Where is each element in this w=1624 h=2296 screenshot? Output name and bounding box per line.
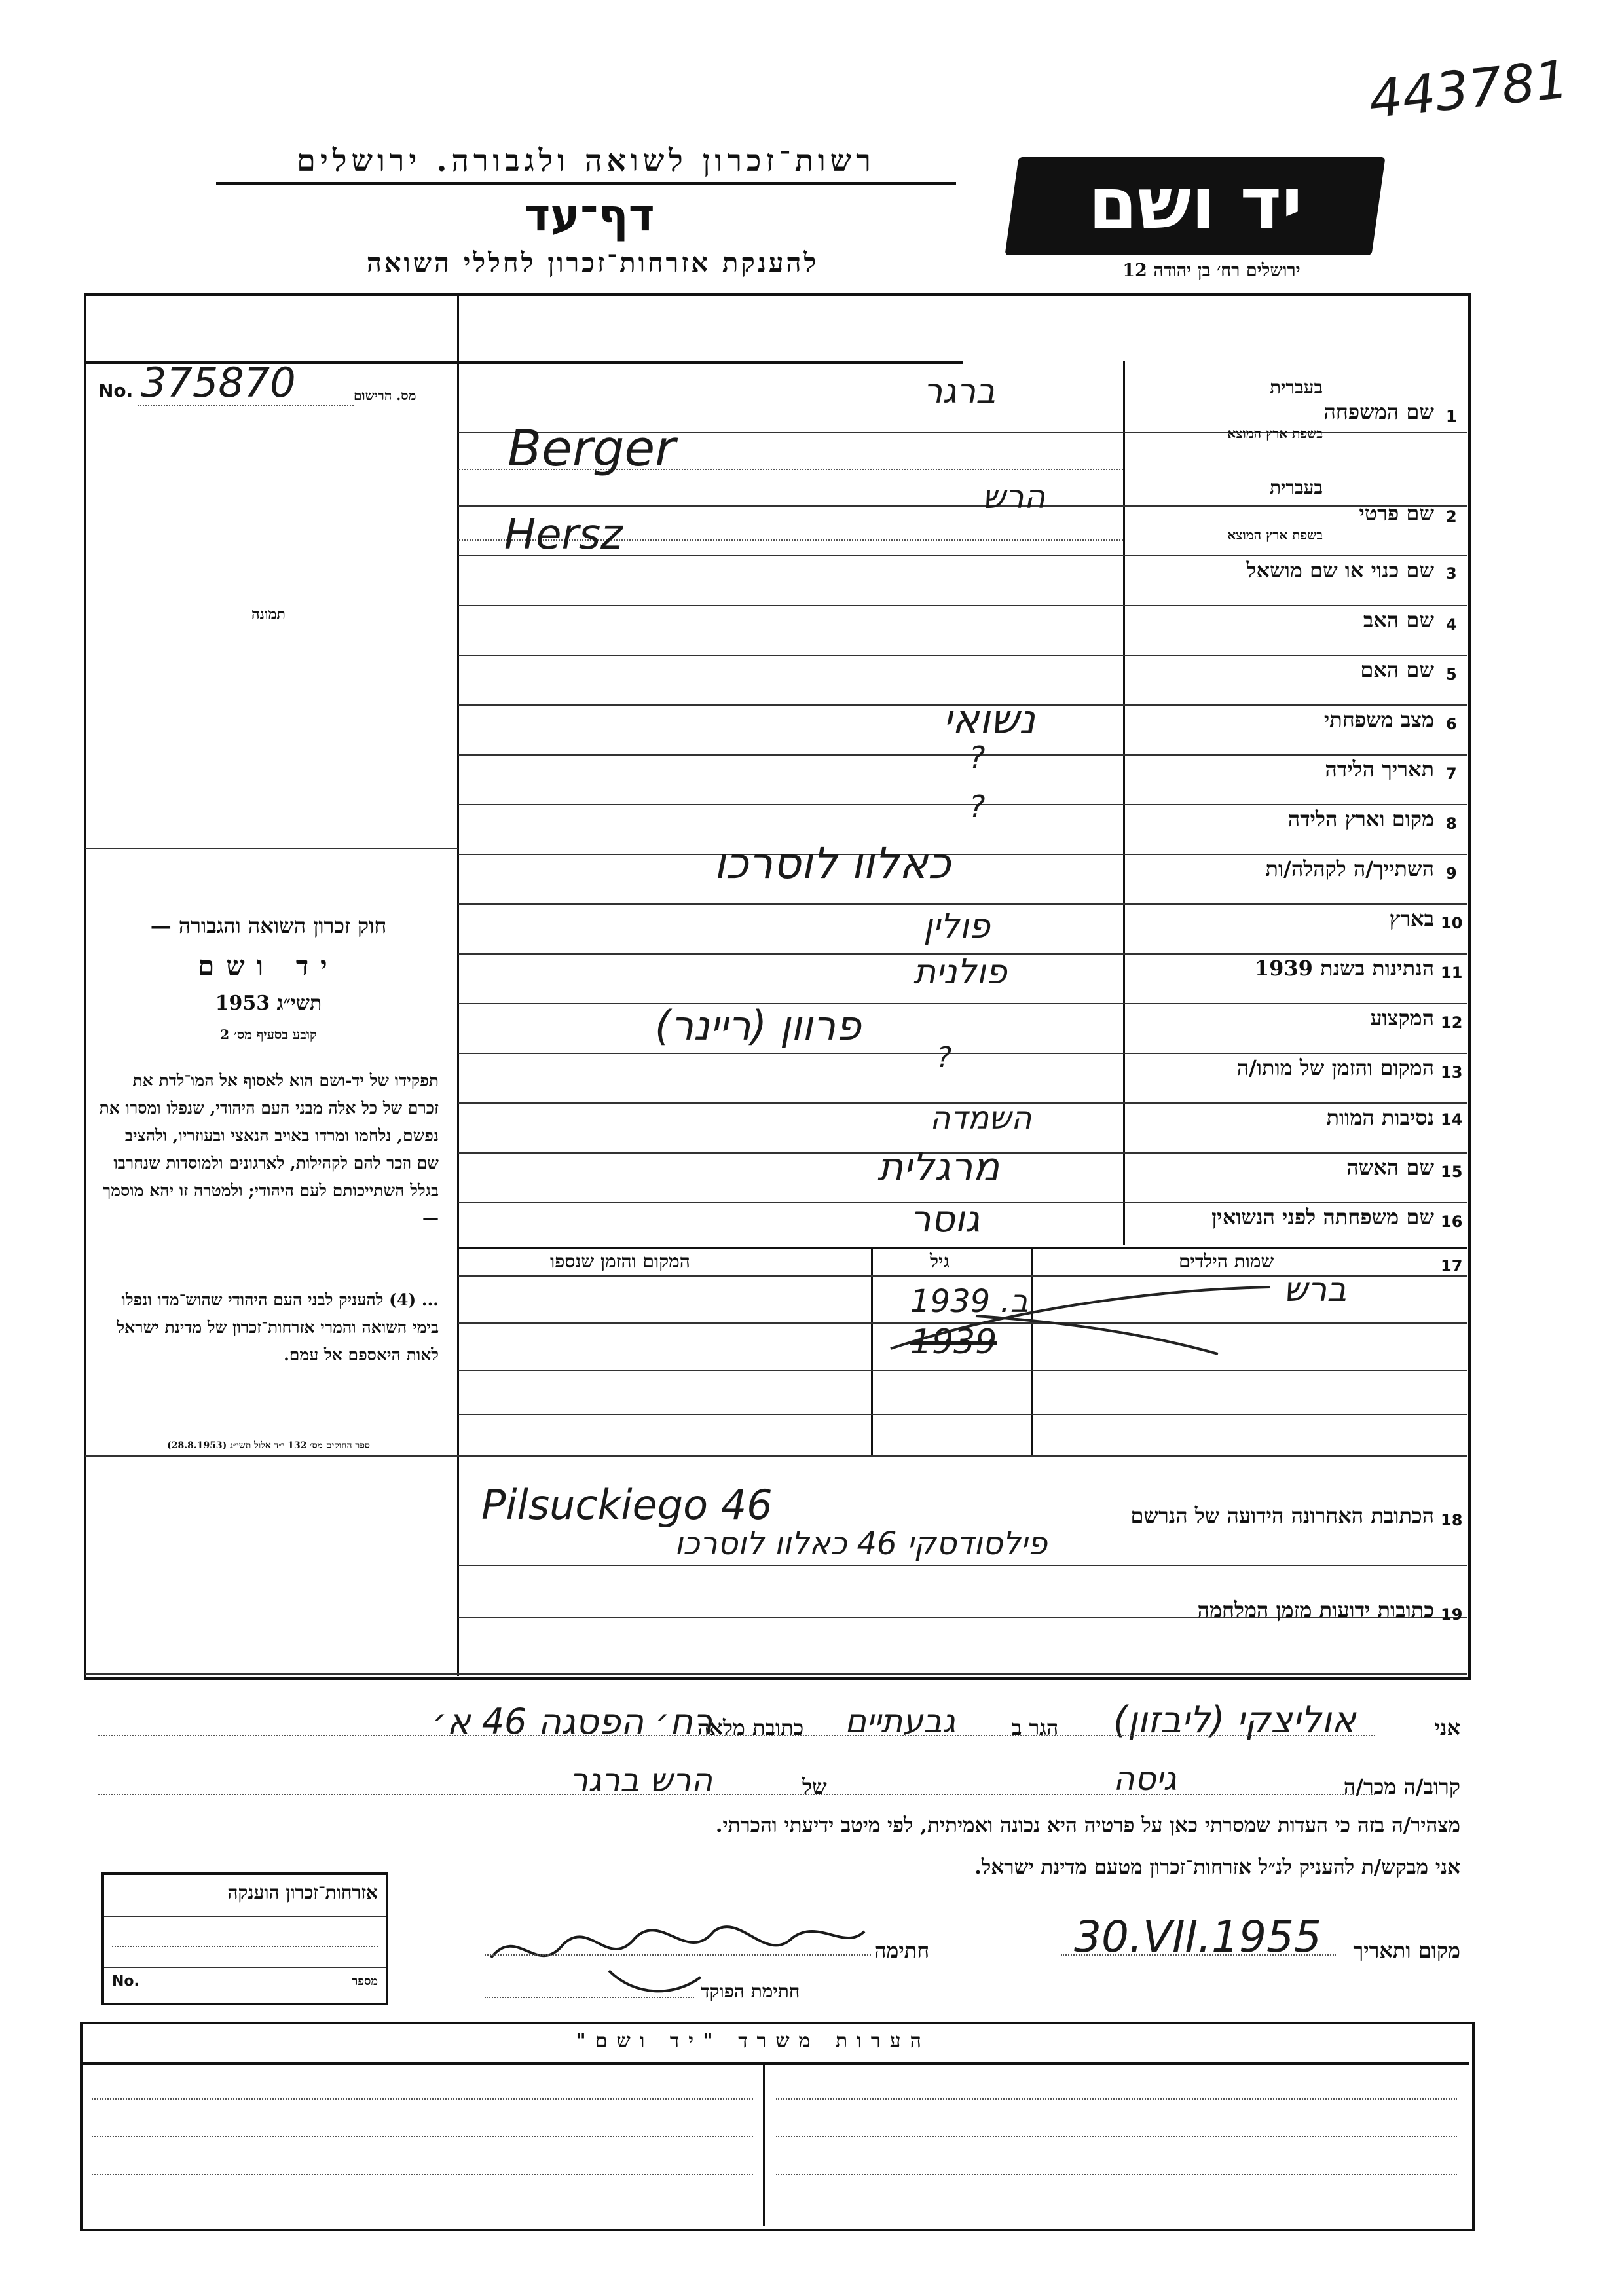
law-title: חוק זכרון השואה והגבורה — [150, 913, 387, 938]
decl-statement: מצהיר/ה בזה כי העדות שמסרתי כאן על פרטיה היא נכונה ואמיתית, לפי מיטב ידיעתי והכרתי. [715, 1813, 1460, 1837]
field-16-value: גוסר [910, 1198, 980, 1241]
field-15-number: 15 [1441, 1163, 1463, 1181]
label-divider [1123, 361, 1125, 1245]
field-11-value: פולנית [913, 953, 1007, 992]
decl-officer-label: חתימת הפוקד [701, 1980, 800, 2002]
field-12-number: 12 [1441, 1013, 1463, 1032]
decl-full-address: רח׳ הפסגה 46 א׳ [432, 1701, 713, 1742]
remarks-frame [80, 2022, 1475, 2231]
logo-text: יד ושם [1088, 163, 1302, 245]
field-8-label: מקום וארץ הלידה [1287, 807, 1434, 831]
logo-address: ירושלים רח׳ בן יהודה 12 [1122, 261, 1301, 281]
yad-vashem-logo [1005, 157, 1385, 255]
decl-request: אני מבקש/ת להעניק לנ״ל אזרחות־זכרון מטעם מדינת ישראל. [974, 1855, 1460, 1879]
field-6-label: מצב משפחתי [1323, 707, 1434, 732]
field-10-label: בארץ [1389, 906, 1434, 931]
field-13-number: 13 [1441, 1063, 1463, 1082]
law-name: יד ושם [198, 951, 339, 981]
field-18-value-local: Pilsuckiego 46 [481, 1481, 773, 1529]
decl-city: גבעתיים [845, 1702, 956, 1740]
citizenship-number-label: מספר [352, 1975, 378, 1988]
decl-lives-in: הגר ב [1012, 1715, 1059, 1740]
field-2-value-local: Hersz [504, 511, 623, 559]
form-subtitle: להענקת אזרחות־זכרון לחללי השואה [366, 247, 819, 278]
field-3-number: 3 [1446, 564, 1457, 583]
law-clause-4: ... (4) להעניק לבני העם היהודי שהוש־מדו ונפלו בימי השואה והמרי אזרחות־זכרון של מדינת ישראל לאות היאספם אל עמם. [117, 1290, 439, 1364]
field-14-value: השמדה [930, 1100, 1032, 1137]
children-col-age: גיל [930, 1250, 950, 1272]
field-7-value: ? [969, 740, 986, 775]
field-19-label: כתובות ידועות מזמן המלחמה [1197, 1597, 1434, 1622]
field-2-sub-he: בעברית [1269, 477, 1323, 498]
field-2-sub-local: בשפת ארץ המוצא [1227, 527, 1323, 543]
form-frame [84, 293, 1471, 1680]
children-bottom-line [85, 1455, 1467, 1457]
field-1-sub-local: בשפת ארץ המוצא [1227, 426, 1323, 441]
remarks-title: הערות משרד "יד ושם" [576, 2030, 931, 2052]
citizenship-no-label: No. [112, 1973, 139, 1990]
field-6-number: 6 [1446, 715, 1457, 733]
field-18-label: הכתובת האחרונה הידועה של הנרשם [1130, 1503, 1434, 1528]
field-14-label: נסיבות המוות [1326, 1105, 1434, 1130]
field-1-sub-he: בעברית [1269, 376, 1323, 398]
field-13-value: ? [936, 1041, 952, 1074]
field-19-number: 19 [1441, 1605, 1463, 1624]
field-13-label: המקום והזמן של מותו/ה [1236, 1055, 1434, 1080]
citizenship-box-title: אזרחות־זכרון הוענקה [227, 1882, 378, 1903]
field-1-number: 1 [1446, 407, 1457, 426]
child-name: ברש [1283, 1270, 1347, 1309]
law-source: ספר החוקים מס׳ 132 י״ד אלול תשי״ג (28.8.1953) [167, 1440, 370, 1451]
field-16-label: שם משפחתה לפני הנשואין [1211, 1205, 1434, 1230]
field-6-value: נשואי [943, 695, 1035, 743]
field-4-label: שם האב [1363, 608, 1434, 632]
children-col-names: שמות הילדים [1179, 1250, 1274, 1272]
field-9-number: 9 [1446, 864, 1457, 883]
photo-label: תמונה [251, 606, 286, 623]
field-14-number: 14 [1441, 1110, 1463, 1129]
law-year: תשי״ג 1953 [215, 992, 322, 1015]
decl-date: 30.VII.1955 [1074, 1912, 1321, 1962]
field-4-number: 4 [1446, 615, 1457, 634]
form-title: דף־עד [524, 190, 655, 242]
field-8-number: 8 [1446, 814, 1457, 833]
field-2-label: שם פרטי [1359, 501, 1434, 526]
field-12-label: המקצוע [1370, 1006, 1434, 1030]
children-col-place: המקום והזמן שנספו [550, 1250, 690, 1272]
field-5-label: שם האם [1360, 657, 1434, 682]
field-1-value-local: Berger [507, 419, 676, 477]
field-15-label: שם האשה [1346, 1155, 1434, 1180]
law-clause: קובע בסעיף מס׳ 2 [220, 1027, 317, 1042]
decl-signature-label: חתימה [874, 1938, 930, 1963]
child-age-year: 1939 [910, 1322, 997, 1362]
field-1-value-he: ברגר [923, 372, 996, 411]
citizenship-box [101, 1872, 388, 2005]
archive-number: 443781 [1365, 48, 1572, 130]
photo-bottom-line [85, 848, 458, 849]
org-name: רשות־זכרון לשואה ולגבורה. ירושלים [216, 143, 956, 185]
decl-relation: גיסה [1113, 1760, 1177, 1798]
registration-label: מס. הרישום [354, 388, 416, 403]
decl-of-name: הרש ברגר [570, 1761, 713, 1799]
field-18-number: 18 [1441, 1511, 1463, 1529]
decl-of-label: של [802, 1774, 827, 1799]
frame-divider [457, 295, 459, 1676]
law-body: תפקידו של יד-ושם הוא לאסוף אל המו־לדת את זכרם של כל אלה מבני העם היהודי, שנפלו ומסרו את נפשם, נלחמו ומרדו באויב הנאצי ובעוזריו, ולהציב שם וזכר להם לקהילות, לארגונים ולמוסדות שנחרבו בגלל השתייכותם לעם היהודי; ולמטרה זו יהא מוסמך — [99, 1071, 439, 1228]
field-2-value-he: הרש [982, 478, 1046, 516]
registration-no-label: No. [98, 380, 134, 401]
field-8-value: ? [969, 789, 986, 824]
field-11-label: הנתינות בשנת 1939 [1254, 956, 1434, 981]
field-10-number: 10 [1441, 914, 1463, 932]
field-17-number: 17 [1441, 1257, 1463, 1275]
children-col-divider-1 [871, 1247, 873, 1457]
field-3-label: שם כנוי או שם מושאל [1246, 558, 1434, 583]
decl-ani: אני [1434, 1715, 1460, 1740]
field-9-value: כאלוו לוסרכו [714, 838, 951, 888]
field-18-value-he: פילסודסקי 46 כאלוו לוסרכו [674, 1525, 1048, 1562]
child-age: ב. 1939 [910, 1283, 1029, 1320]
remarks-divider [763, 2064, 765, 2226]
field-7-number: 7 [1446, 765, 1457, 783]
child-strike-mark [877, 1283, 1283, 1362]
field-11-number: 11 [1441, 964, 1463, 982]
field-1-label: שם המשפחה [1323, 399, 1434, 424]
decl-witness-name: אוליצקי (ליבזון) [1113, 1699, 1356, 1741]
field-5-number: 5 [1446, 665, 1457, 683]
decl-full-address-label: כתובת מלאה [697, 1715, 804, 1740]
decl-place-date-label: מקום ותאריך [1353, 1938, 1460, 1963]
field-9-label: השתייך/ה לקהלה/ות [1265, 856, 1434, 881]
field-12-value: פרוון (ריינר) [655, 1002, 862, 1049]
field-7-label: תאריך הלידה [1325, 757, 1434, 782]
field-16-number: 16 [1441, 1212, 1463, 1231]
field-15-value: מרגלית [877, 1144, 1000, 1190]
field-2-number: 2 [1446, 507, 1457, 526]
field-10-value: פולין [923, 907, 990, 946]
registration-no-value: 375870 [141, 359, 296, 407]
decl-relative-label: קרוב/ה מכר/ה [1343, 1774, 1460, 1799]
